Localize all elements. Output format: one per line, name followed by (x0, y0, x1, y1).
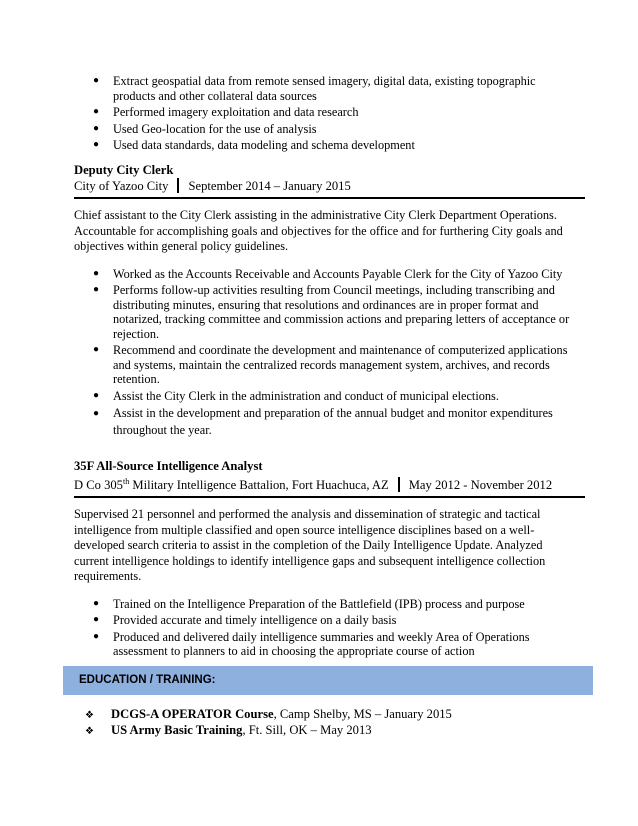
list-item (74, 122, 574, 137)
education-detail: , Camp Shelby, MS – January 2015 (273, 707, 452, 721)
divider (74, 496, 585, 498)
education-detail: , Ft. Sill, OK – May 2013 (242, 723, 372, 737)
list-item-text: Recommend and coordinate the development and maintenance of computerized applications and systems, maintain the centralized records management system, archives, and records retention. (113, 343, 568, 386)
bullet-dot-icon: ● (93, 284, 100, 295)
job-title: Deputy City Clerk (74, 163, 174, 177)
education-name: US Army Basic Training (111, 723, 243, 737)
job-summary: Chief assistant to the City Clerk assisting in the administrative City Clerk Department Operations. Accountable for accomplishing goals and objectives for the office and for furthering City goals and objectives within general policy guidelines. (74, 208, 563, 253)
job-deputy-city-clerk (74, 163, 585, 441)
list-item (74, 630, 574, 659)
list-item (74, 343, 574, 387)
bullet-dot-icon: ● (93, 139, 100, 150)
list-item (74, 267, 574, 282)
list-item-text: Worked as the Accounts Receivable and Accounts Payable Clerk for the City of Yazoo City (113, 266, 563, 281)
separator (398, 477, 400, 492)
list-item-text: Assist the City Clerk in the administration and conduct of municipal elections. (113, 388, 499, 403)
job-bullet-list (74, 267, 574, 440)
bullet-dot-icon: ● (93, 614, 100, 626)
bullet-dot-icon: ● (93, 267, 100, 279)
job-intelligence-analyst (74, 459, 585, 661)
bullet-dot-icon: ● (93, 597, 100, 609)
list-item (74, 613, 574, 628)
section-heading: EDUCATION / TRAINING: (79, 674, 216, 686)
list-item-text: Trained on the Intelligence Preparation of the Battlefield (IPB) process and purpose (113, 596, 525, 611)
diamond-bullet-icon: ❖ (85, 726, 94, 737)
bullet-dot-icon: ● (93, 106, 100, 117)
list-item (85, 707, 452, 722)
list-item (74, 74, 574, 103)
job-org: City of Yazoo City (74, 179, 169, 193)
job-dates: September 2014 – January 2015 (188, 179, 351, 193)
job-org-superscript: th (122, 477, 130, 486)
top-bullet-list (74, 74, 574, 153)
job-dates: May 2012 - November 2012 (408, 478, 553, 493)
list-item-text: Used Geo-location for the use of analysis (113, 121, 317, 136)
list-item-text: Assist in the development and preparation of the annual budget and monitor expenditures throughout the year. (113, 406, 553, 437)
job-org-prefix: D Co 305 (74, 478, 123, 493)
divider (74, 197, 585, 199)
list-item (85, 723, 452, 738)
job-org-suffix: Military Intelligence Battalion, Fort Huachuca, AZ (129, 478, 389, 493)
list-item (74, 283, 574, 341)
job-summary: Supervised 21 personnel and performed the analysis and dissemination of strategic and tactical intelligence from multiple classified and open source intelligence disciplines based on a well-developed search criteria to assist in the completion of the Daily Intelligence Update. Analyzed current intelligence holdings to identify intelligence gaps and subsequent intelligence collection requirements. (74, 507, 546, 584)
list-item-text: Used data standards, data modeling and schema development (113, 138, 415, 152)
bullet-dot-icon: ● (93, 344, 100, 355)
list-item-text: Performs follow-up activities resulting from Council meetings, including transcribing and distributing minutes, ensuring that resolutions and ordinances are in proper format and notarized, tracking committee and commission actions and preparing letters of acceptance or rejection. (113, 283, 570, 341)
bullet-dot-icon: ● (93, 389, 100, 401)
job-bullet-list (74, 597, 574, 659)
bullet-dot-icon: ● (93, 408, 100, 419)
list-item-text: Performed imagery exploitation and data research (113, 105, 359, 119)
list-item-text: Produced and delivered daily intelligence summaries and weekly Area of Operations assessment to planners to aid in choosing the appropriate course of action (113, 629, 530, 659)
diamond-bullet-icon: ❖ (85, 710, 94, 721)
job-org-line (74, 474, 585, 493)
list-item (74, 138, 574, 153)
education-section-bar (63, 666, 593, 695)
bullet-dot-icon: ● (93, 75, 100, 86)
separator (177, 178, 179, 193)
list-item (74, 105, 574, 120)
list-item (74, 597, 574, 612)
list-item-text: Extract geospatial data from remote sensed imagery, digital data, existing topographic products and other collateral data sources (113, 74, 536, 103)
education-name: DCGS-A OPERATOR Course (111, 707, 274, 721)
bullet-dot-icon: ● (93, 630, 100, 642)
bullet-dot-icon: ● (93, 122, 100, 134)
education-list (85, 707, 452, 739)
job-title: 35F All-Source Intelligence Analyst (74, 459, 263, 473)
top-bullets-block (74, 74, 574, 155)
job-org-line (74, 178, 585, 194)
list-item (74, 405, 574, 439)
list-item-text: Provided accurate and timely intelligence on a daily basis (113, 613, 397, 628)
list-item (74, 389, 574, 404)
